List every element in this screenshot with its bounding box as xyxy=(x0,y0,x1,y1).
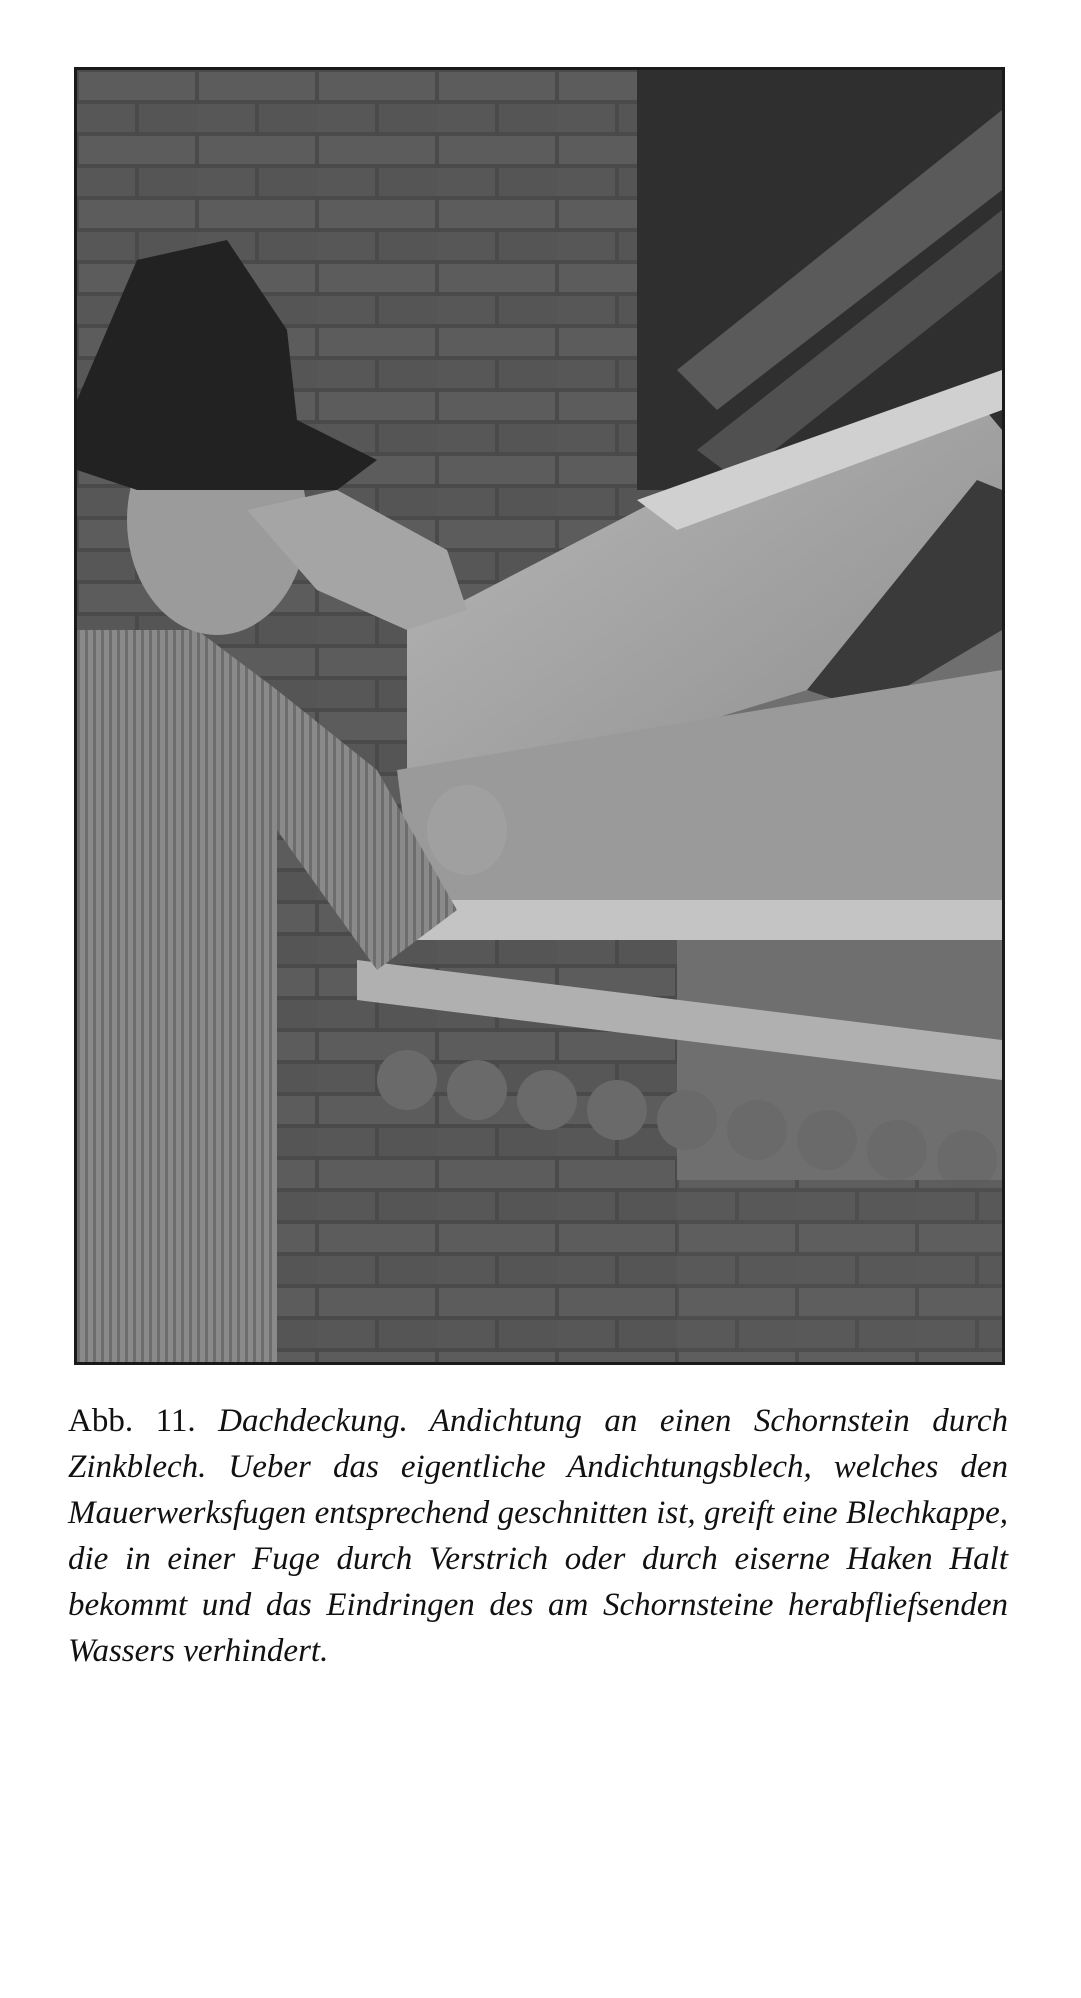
figure-caption xyxy=(68,1398,1008,1674)
figure-photograph xyxy=(74,67,1005,1365)
photo-illustration xyxy=(77,70,1002,1362)
figure-caption-text: Dachdeckung. Andichtung an einen Schornstein durch Zinkblech. Ueber das eigentliche Andichtungsblech, welches den Mauerwerksfugen entsprechend geschnitten ist, greift eine Blechkappe, die in einer Fuge durch Verstrich oder durch eiserne Haken Halt bekommt und das Eindringen des am Schornsteine herabfliefsenden Wassers verhindert. xyxy=(68,1403,1009,1669)
figure-label: Abb. 11. xyxy=(68,1403,196,1439)
